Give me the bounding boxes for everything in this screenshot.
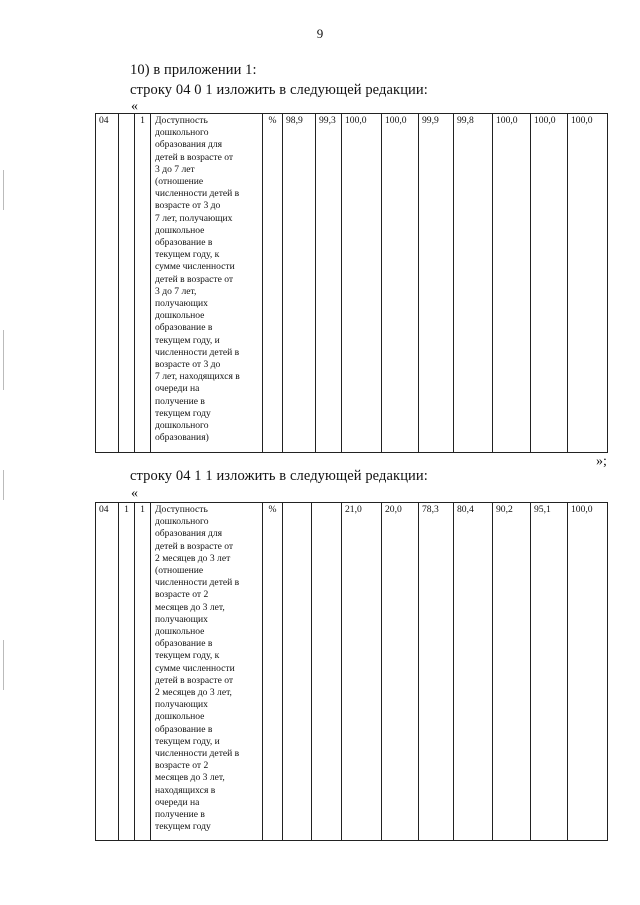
scan-edge-mark [3, 170, 4, 210]
value-cell: 100,0 [531, 114, 568, 453]
row-code: 04 [96, 114, 119, 453]
indicator-table-1 [95, 113, 608, 453]
indicator-table-2 [95, 502, 608, 841]
table-row [96, 503, 608, 841]
row-subcode-1 [119, 114, 135, 453]
unit-cell: % [263, 503, 283, 841]
value-cell: 100,0 [568, 114, 608, 453]
value-cell: 100,0 [382, 114, 419, 453]
row-subcode-1: 1 [119, 503, 135, 841]
value-cell: 100,0 [342, 114, 382, 453]
scan-edge-mark [3, 470, 4, 500]
value-cell: 99,8 [454, 114, 493, 453]
value-cell: 78,3 [419, 503, 454, 841]
opening-quote-2: « [131, 486, 138, 501]
row-code: 04 [96, 503, 119, 841]
value-cell: 95,1 [531, 503, 568, 841]
indicator-description: Доступность дошкольного образования для детей в возрасте от 2 месяцев до 3 лет (отношение численности детей в возрасте от 2 месяцев до 3 лет, получающих дошкольное образование в текущем году, к сумме численности детей в возрасте от 2 месяцев до 3 лет, получающих дошкольное образование в текущем году, и численности детей в возрасте от 2 месяцев до 3 лет, находящихся в очереди на получение в текущем году [151, 503, 263, 841]
value-cell: 98,9 [283, 114, 316, 453]
row-subcode-2: 1 [135, 114, 151, 453]
opening-quote-1: « [131, 99, 138, 114]
value-cell [312, 503, 342, 841]
amendment-instruction-2: строку 04 1 1 изложить в следующей редакции: [130, 468, 428, 484]
value-cell [283, 503, 312, 841]
table-row [96, 114, 608, 453]
row-subcode-2: 1 [135, 503, 151, 841]
value-cell: 100,0 [493, 114, 531, 453]
scan-edge-mark [3, 330, 4, 390]
value-cell: 21,0 [342, 503, 382, 841]
unit-cell: % [263, 114, 283, 453]
value-cell: 90,2 [493, 503, 531, 841]
amendment-item: 10) в приложении 1: [130, 62, 257, 78]
value-cell: 99,3 [316, 114, 342, 453]
indicator-description: Доступность дошкольного образования для детей в возрасте от 3 до 7 лет (отношение численности детей в возрасте от 3 до 7 лет, получающих дошкольное образование в текущем году, к сумме численности детей в возрасте от 3 до 7 лет, получающих дошкольное образование в текущем году, и численности детей в возрасте от 3 до 7 лет, находящихся в очереди на получение в текущем году дошкольного образования) [151, 114, 263, 453]
amendment-instruction-1: строку 04 0 1 изложить в следующей редакции: [130, 82, 428, 98]
value-cell: 99,9 [419, 114, 454, 453]
value-cell: 20,0 [382, 503, 419, 841]
value-cell: 80,4 [454, 503, 493, 841]
page-number: 9 [316, 26, 324, 41]
scan-edge-mark [3, 640, 4, 690]
value-cell: 100,0 [568, 503, 608, 841]
closing-quote-1: »; [596, 454, 607, 469]
